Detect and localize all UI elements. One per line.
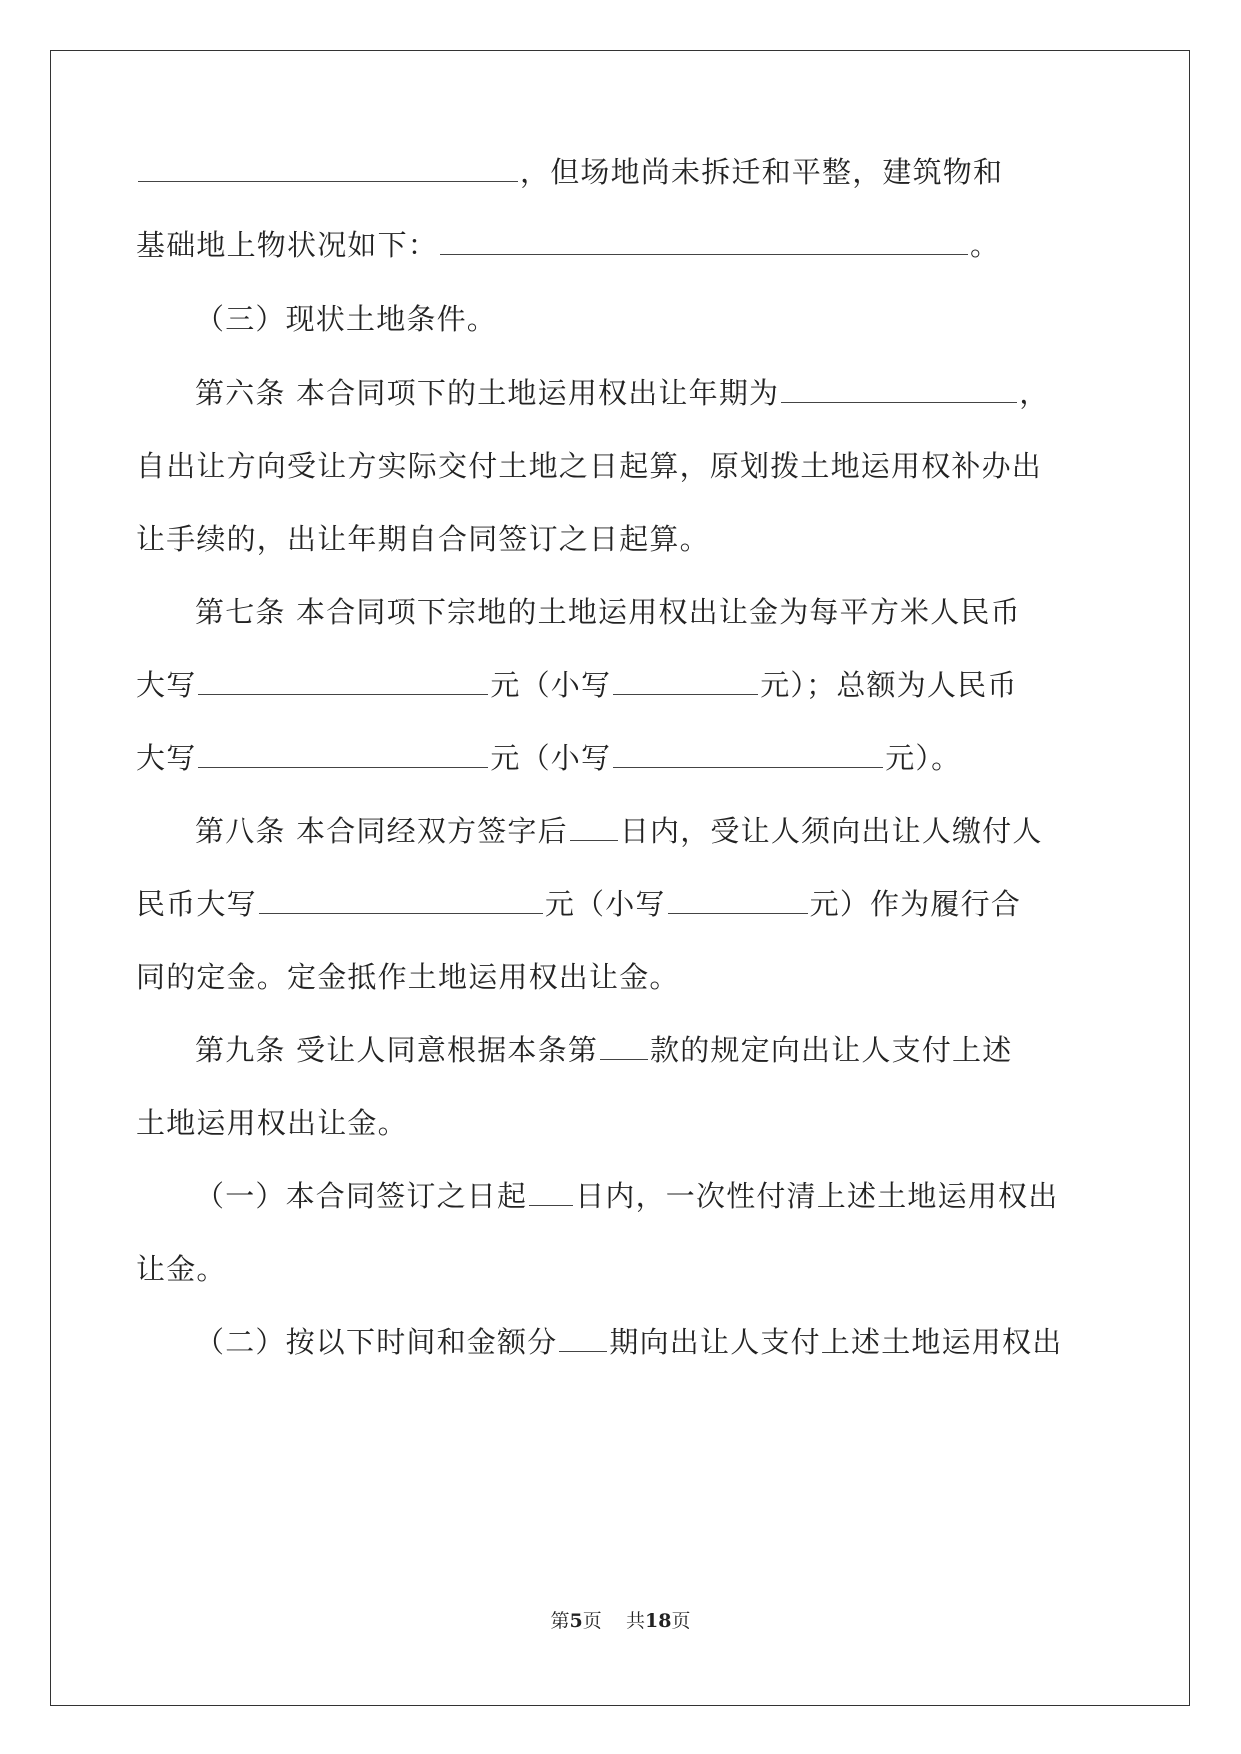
fill-blank bbox=[613, 668, 758, 695]
line-text: 基础地上物状况如下： bbox=[136, 228, 439, 262]
line-text: 元（小写 bbox=[544, 887, 666, 921]
line-text: 期向出让人支付上述土地运用权出 bbox=[609, 1325, 1063, 1359]
article-nine bbox=[195, 1030, 1012, 1070]
text-line bbox=[136, 1249, 227, 1289]
footer-text: 共 bbox=[625, 1610, 645, 1632]
fill-blank bbox=[600, 1033, 648, 1060]
line-text: 元）作为履行合 bbox=[809, 887, 1022, 921]
total-pages: 18 bbox=[644, 1610, 672, 1632]
footer-text: 第 bbox=[550, 1610, 570, 1632]
line-text: 元（小写 bbox=[490, 668, 612, 702]
line-text: （一）本合同签订之日起 bbox=[195, 1179, 528, 1213]
line-text: 大写 bbox=[136, 668, 197, 702]
line-text: （二）按以下时间和金额分 bbox=[195, 1325, 558, 1359]
line-text: 土地运用权出让金。 bbox=[136, 1106, 408, 1140]
line-text: ， bbox=[1019, 376, 1050, 410]
line-text: 让手续的，出让年期自合同签订之日起算。 bbox=[136, 522, 710, 556]
footer-text: 页 bbox=[582, 1610, 602, 1632]
text-line bbox=[136, 1103, 408, 1143]
text-line bbox=[136, 225, 1000, 265]
fill-blank bbox=[559, 1325, 607, 1352]
line-text: 元）。 bbox=[885, 741, 962, 775]
line-text: 第九条 受让人同意根据本条第 bbox=[195, 1033, 599, 1067]
fill-blank bbox=[570, 814, 618, 841]
line-text: 同的定金。定金抵作土地运用权出让金。 bbox=[136, 960, 680, 994]
line-text: 日内，受让人须向出让人缴付人 bbox=[619, 814, 1043, 848]
line-text: 日内，一次性付清上述土地运用权出 bbox=[575, 1179, 1059, 1213]
line-text: 第八条 本合同经双方签字后 bbox=[195, 814, 568, 848]
text-line bbox=[136, 519, 710, 559]
line-text: 自出让方向受让方实际交付土地之日起算，原划拨土地运用权补办出 bbox=[136, 449, 1043, 483]
text-line bbox=[136, 957, 680, 997]
fill-blank bbox=[198, 741, 488, 768]
line-text: 让金。 bbox=[136, 1252, 227, 1286]
text-line bbox=[136, 738, 961, 778]
text-line bbox=[136, 884, 1021, 924]
line-text: 大写 bbox=[136, 741, 197, 775]
article-seven bbox=[195, 592, 1021, 632]
line-text: 第六条 本合同项下的土地运用权出让年期为 bbox=[195, 376, 780, 410]
line-text: 款的规定向出让人支付上述 bbox=[650, 1033, 1013, 1067]
article-six bbox=[195, 373, 1049, 413]
line-text: ，但场地尚未拆迁和平整，建筑物和 bbox=[520, 155, 1004, 189]
line-text: 元（小写 bbox=[490, 741, 612, 775]
line-text: 民币大写 bbox=[136, 887, 257, 921]
fill-blank bbox=[668, 887, 808, 914]
fill-blank bbox=[529, 1179, 573, 1206]
line-text: 第七条 本合同项下宗地的土地运用权出让金为每平方米人民币 bbox=[195, 595, 1021, 629]
line-text: 元）；总额为人民币 bbox=[760, 668, 1018, 702]
text-line bbox=[136, 446, 1042, 486]
page-number: 5 bbox=[569, 1610, 583, 1632]
line-text: （三）现状土地条件。 bbox=[195, 302, 498, 336]
clause-two bbox=[195, 1322, 1062, 1362]
fill-blank bbox=[198, 668, 488, 695]
fill-blank bbox=[781, 376, 1017, 403]
clause-one bbox=[195, 1176, 1058, 1216]
article-eight bbox=[195, 811, 1043, 851]
fill-blank bbox=[613, 741, 883, 768]
line-text: 。 bbox=[970, 228, 1001, 262]
fill-blank bbox=[138, 155, 518, 182]
fill-blank bbox=[440, 228, 968, 255]
text-line bbox=[136, 152, 1003, 192]
footer-text: 页 bbox=[671, 1610, 691, 1632]
fill-blank bbox=[259, 887, 543, 914]
section-heading bbox=[195, 299, 497, 339]
text-line bbox=[136, 665, 1018, 705]
page-footer bbox=[0, 1606, 1241, 1633]
